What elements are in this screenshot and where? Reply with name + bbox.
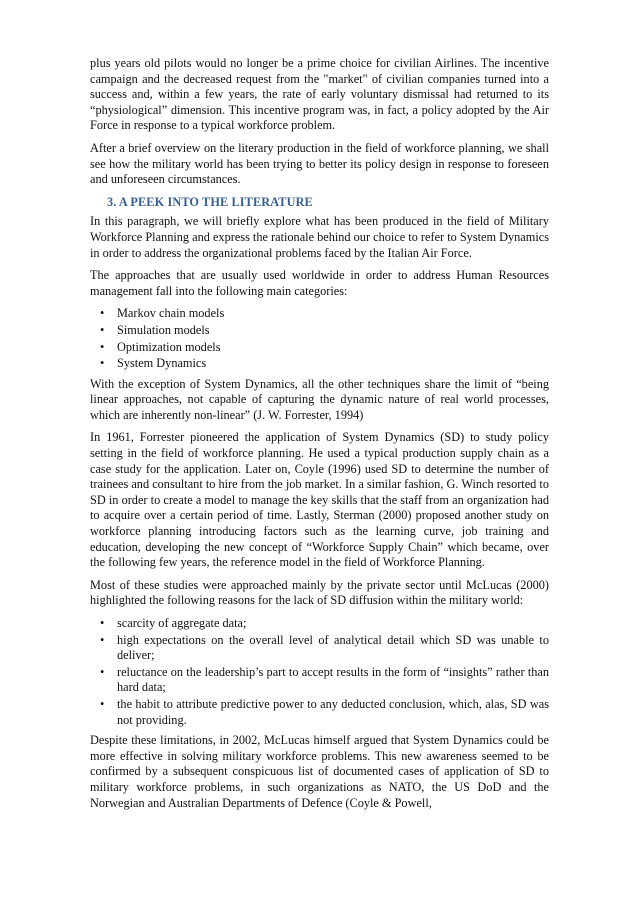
list-item bbox=[90, 697, 549, 728]
list-item bbox=[90, 665, 549, 696]
list-item-text: Simulation models bbox=[117, 322, 210, 337]
approaches-list bbox=[90, 306, 549, 371]
paragraph-exception: With the exception of System Dynamics, all the other techniques share the limit of “being linear approaches, not capable of capturing the dynamic nature of real world processes, which are inherently non-linear” (J. W. Forrester, 1994) bbox=[90, 376, 549, 422]
paragraph-pilots: plus years old pilots would no longer be a prime choice for civilian Airlines. The incentive campaign and the decreased request from the "market" of civilian companies turned into a success and, within a few years, the rate of early voluntary dismissal had returned to its “physiological” dimension. This incentive program was, in fact, a policy adopted by the Air Force in response to a typical workforce problem. bbox=[90, 56, 549, 133]
bullet-icon: • bbox=[100, 322, 105, 337]
list-item-text: high expectations on the overall level of analytical detail which SD was unable to deliver; bbox=[117, 632, 549, 663]
bullet-icon: • bbox=[100, 616, 105, 630]
bullet-icon: • bbox=[100, 632, 105, 647]
paragraph-mclucas: Most of these studies were approached mainly by the private sector until McLucas (2000) highlighted the following reasons for the lack of SD diffusion within the military world: bbox=[90, 577, 549, 608]
paragraph-intro: In this paragraph, we will briefly explore what has been produced in the field of Military Workforce Planning and express the rationale behind our choice to refer to System Dynamics in order to address the organizational problems faced by the Italian Air Force. bbox=[90, 214, 549, 260]
list-item-text: Optimization models bbox=[117, 339, 221, 354]
list-item bbox=[90, 340, 549, 356]
bullet-icon: • bbox=[100, 696, 105, 711]
list-item bbox=[90, 356, 549, 372]
list-item-text: Markov chain models bbox=[117, 306, 225, 321]
paragraph-forrester: In 1961, Forrester pioneered the application of System Dynamics (SD) to study policy setting in the field of workforce planning. He used a typical production supply chain as a case study for the application. Later on, Coyle (1996) used SD to determine the number of trainees and consultant to hire from the job market. In a similar fashion, G. Winch resorted to SD in order to create a model to manage the key skills that the staff from an organization had to acquire over a certain period of time. Lastly, Sterman (2000) proposed another study on workforce planning introducing factors such as the learning curve, job training and education, developing the new concept of “Workforce Supply Chain” which became, over the following few years, the reference model in the field of Workforce Planning. bbox=[90, 430, 549, 570]
list-item bbox=[90, 306, 549, 322]
list-item-text: scarcity of aggregate data; bbox=[117, 616, 247, 630]
reasons-list bbox=[90, 616, 549, 728]
section-heading-literature: 3. A PEEK INTO THE LITERATURE bbox=[107, 194, 313, 209]
bullet-icon: • bbox=[100, 306, 105, 321]
bullet-icon: • bbox=[100, 339, 105, 354]
list-item-text: reluctance on the leadership’s part to accept results in the form of “insights” rather than hard data; bbox=[117, 664, 549, 695]
list-item bbox=[90, 323, 549, 339]
bullet-icon: • bbox=[100, 356, 105, 371]
paragraph-approaches: The approaches that are usually used worldwide in order to address Human Resources management fall into the following main categories: bbox=[90, 268, 549, 298]
paragraph-overview: After a brief overview on the literary production in the field of workforce planning, we shall see how the military world has been trying to better its policy design in response to foreseen and unforeseen circumstances. bbox=[90, 140, 549, 187]
list-item bbox=[90, 616, 549, 632]
list-item bbox=[90, 633, 549, 664]
paragraph-despite: Despite these limitations, in 2002, McLucas himself argued that System Dynamics could be more effective in solving military workforce problems. This new awareness seemed to be confirmed by a subsequent conspicuous list of documented cases of application of SD to military workforce problems, in such organizations as NATO, the US DoD and the Norwegian and Australian Departments of Defence (Coyle & Powell, bbox=[90, 733, 549, 810]
bullet-icon: • bbox=[100, 664, 105, 679]
document-page bbox=[90, 56, 549, 818]
list-item-text: System Dynamics bbox=[117, 356, 207, 371]
list-item-text: the habit to attribute predictive power to any deducted conclusion, which, alas, SD was not providing. bbox=[117, 696, 549, 727]
